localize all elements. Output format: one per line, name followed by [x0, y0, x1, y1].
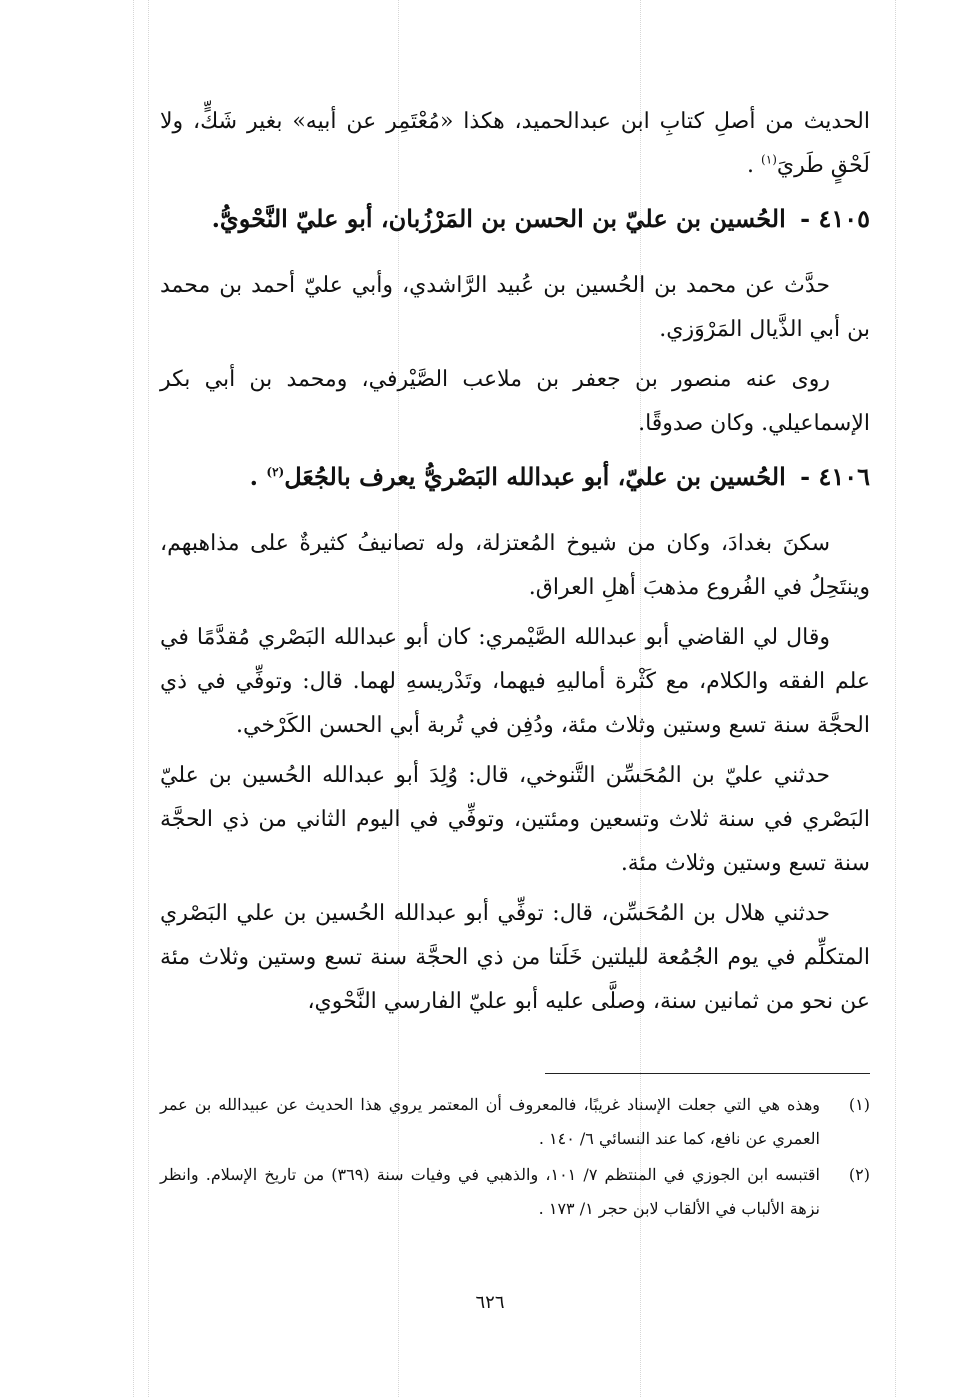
footnote-text: اقتبسه ابن الجوزي في المنتظم ٧/ ١٠١، والذهبي في وفيات سنة (٣٦٩) من تاريخ الإسلام. وانظر نزهة الألباب في الألقاب لابن حجر ١/ ١٧٣ .	[160, 1165, 820, 1218]
paragraph: وقال لي القاضي أبو عبدالله الصَّيْمري: كان أبو عبدالله البَصْري مُقدَّمًا في علم الفقه والكلام، مع كَثْرة أماليهِ فيهما، وتَدْريسهِ لهما. قال: وتوفِّي في ذي الحجَّة سنة تسع وستين وثلاث مئة، ودُفِن في تُربة أبي الحسن الكَرْخي.	[160, 625, 870, 738]
footnote-1	[160, 1088, 870, 1156]
entry-heading-4106: ٤١٠٦ - الحُسين بن عليّ، أبو عبدالله البَصْريُّ يعرف بالجُعَل$^{(٢)}$ .	[249, 462, 870, 491]
footnotes	[160, 1088, 870, 1228]
footnote-divider	[545, 1073, 870, 1074]
page-body	[160, 100, 870, 1030]
footnote-ref-1: (١)	[761, 152, 777, 167]
footnote-text: وهذه هي التي جعلت الإسناد غريبًا، فالمعروف أن المعتمر يروي هذا الحديث عن عبيدالله بن عمر العمري عن نافع، كما عند النسائي ٦/ ١٤٠ .	[160, 1095, 820, 1148]
entry-number: ٤١٠٥ -	[800, 204, 870, 233]
footnote-marker: (١)	[848, 1095, 870, 1114]
paragraph: حدثني عليّ بن المُحَسِّن التَّنوخي، قال: وُلِدَ أبو عبدالله الحُسين بن عليّ البَصْري في سنة ثلاث وتسعين ومئتين، وتوفِّي في اليوم الثاني من ذي الحجَّة سنة تسع وستين وثلاث مئة.	[160, 763, 870, 876]
footnote-2	[160, 1158, 870, 1226]
paragraph: روى عنه منصور بن جعفر بن ملاعب الصَّيْرفي، ومحمد بن أبي بكر الإسماعيلي. وكان صدوقًا.	[160, 367, 870, 436]
entry-heading-4105	[160, 194, 870, 244]
entry-number: ٤١٠٦ -	[800, 462, 870, 491]
paragraph: حدثني هلال بن المُحَسِّن، قال: توفِّي أبو عبدالله الحُسين بن علي البَصْري المتكلِّم في يوم الجُمُعة لليلتين خَلَتا من ذي الحجَّة سنة تسع وستين وثلاث مئة عن نحو من ثمانين سنة، وصلَّى عليه أبو عليّ الفارسي النَّحْوي،	[160, 901, 870, 1014]
paragraph: سكنَ بغدادَ، وكان من شيوخ المُعتزلة، وله تصانيفُ كثيرةٌ على مذاهبهم، وينتَحِلُ في الفُروع مذهبَ أهلِ العراق.	[160, 531, 870, 600]
entry-title: الحُسين بن عليّ بن الحسن بن المَرْزُبان، أبو عليّ النَّحْويُّ.	[211, 204, 786, 233]
page-number: ٦٢٦	[475, 1292, 505, 1313]
paragraph-continuation: الحديث من أصلِ كتابِ ابن عبدالحميد، هكذا «مُعْتَمِر عن أبيه» بغير شَكٍّ، ولا لَحْقٍ طَريَ$^{(١)}$ .	[160, 109, 870, 178]
paragraph: حدَّث عن محمد بن الحُسين بن عُبيد الرَّاشدي، وأبي عليّ أحمد بن محمد بن أبي الذَّيال المَرْوَزي.	[160, 273, 870, 342]
entry-title: الحُسين بن عليّ، أبو عبدالله البَصْريُّ يعرف بالجُعَل	[284, 462, 786, 491]
footnote-marker: (٢)	[848, 1165, 870, 1184]
footnote-ref-2: (٢)	[266, 465, 285, 479]
